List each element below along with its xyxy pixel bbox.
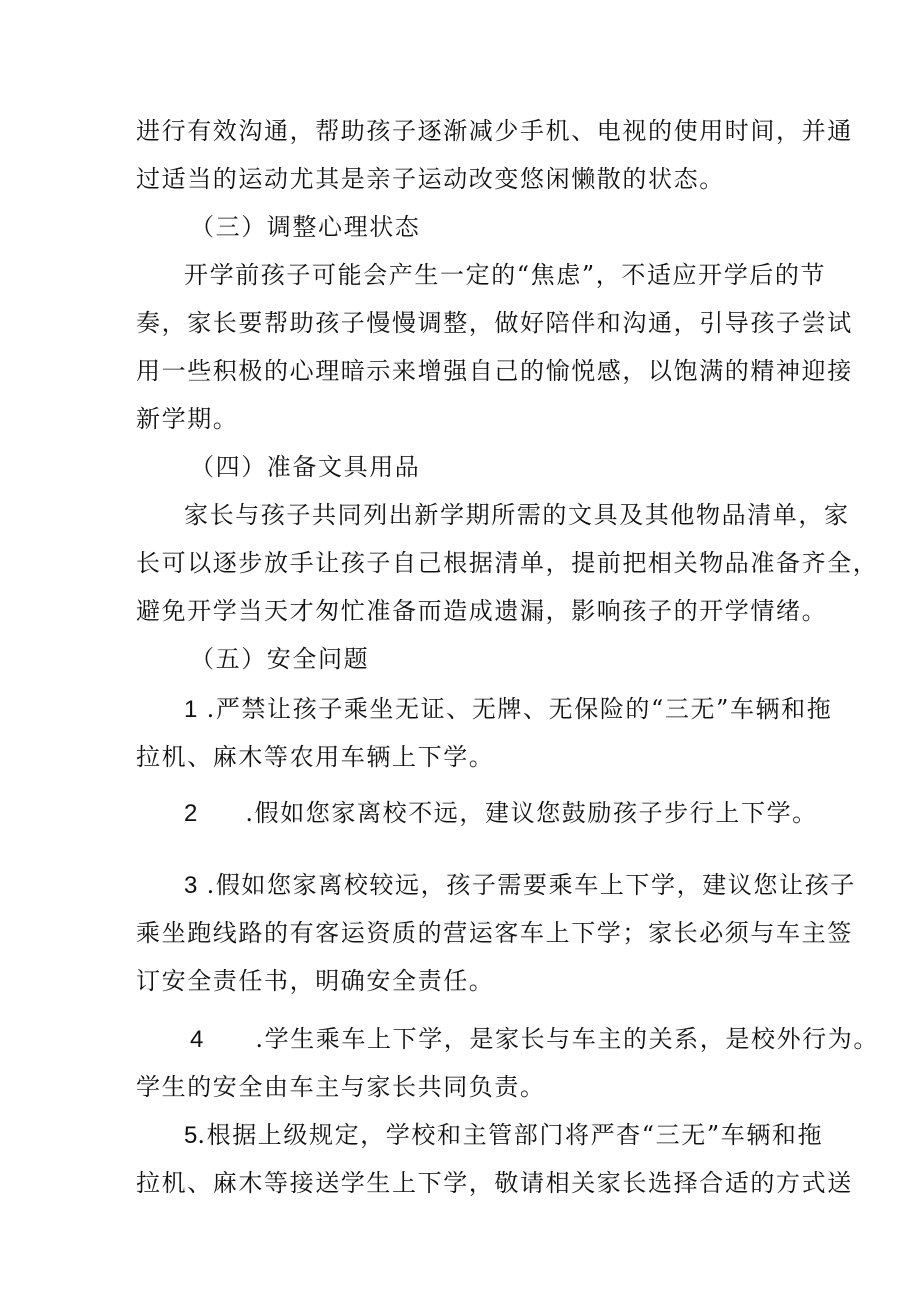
list-item-number: 3 (184, 872, 198, 899)
paragraph-line: 学生的安全由车主与家长共同负责。 (136, 1073, 546, 1101)
paragraph-line: 奏，家长要帮助孩子慢慢调整，做好陪伴和沟通，引导孩子尝试 (136, 309, 853, 337)
paragraph-line: 用一些积极的心理暗示来增强自己的愉悦感，以饱满的精神迎接 (136, 357, 853, 385)
list-item-text: .假如您家离校不远，建议您鼓励孩子步行上下学。 (245, 799, 818, 827)
list-item-3 (184, 870, 856, 901)
paragraph-line: 开学前孩子可能会产生一定的“焦虑”，不适应开学后的节 (184, 261, 827, 289)
paragraph-line: 拉机、麻木等接送学生上下学，敬请相关家长选择合适的方式送 (136, 1169, 853, 1197)
paragraph-line: 进行有效沟通，帮助孩子逐渐减少手机、电视的使用时间，并通 (136, 117, 853, 145)
section-heading-4: （四）准备文具用品 (190, 453, 421, 481)
paragraph-line: 新学期。 (136, 405, 239, 433)
list-item-2 (184, 798, 818, 829)
list-item-1 (184, 694, 832, 725)
section-heading-5: （五）安全问题 (190, 645, 370, 673)
list-item-4 (190, 1024, 879, 1055)
paragraph-line: 拉机、麻木等农用车辆上下学。 (136, 743, 495, 771)
paragraph-line: 避免开学当天才匆忙准备而造成遗漏，影响孩子的开学情绪。 (136, 597, 828, 625)
section-heading-3: （三）调整心理状态 (190, 213, 421, 241)
paragraph-line: 过适当的运动尤其是亲子运动改变悠闲懒散的状态。 (136, 165, 725, 193)
list-item-text: .根据上级规定，学校和主管部门将严杳“三无”车辆和拖 (197, 1121, 824, 1149)
list-item-5 (184, 1120, 823, 1151)
paragraph-line: 长可以逐步放手让孩子自己根据清单，提前把相关物品准备齐全， (136, 549, 879, 577)
paragraph-line: 订安全责任书，明确安全责任。 (136, 967, 495, 995)
list-item-number: 5 (184, 1122, 198, 1149)
list-item-text: .严禁让孩子乘坐无证、无牌、无保险的“三无”车辆和拖 (206, 695, 833, 723)
list-item-text: .假如您家离校较远，孩子需要乘车上下学，建议您让孩子 (206, 871, 856, 899)
paragraph-line: 家长与孩子共同列出新学期所需的文具及其他物品清单，家 (184, 501, 850, 529)
list-item-number: 1 (184, 696, 198, 723)
list-item-text: .学生乘车上下学，是家长与车主的关系，是校外行为。 (255, 1025, 879, 1053)
list-item-number: 2 (184, 800, 198, 827)
paragraph-line: 乘坐跑线路的有客运资质的营运客车上下学；家长必须与车主签 (136, 919, 853, 947)
list-item-number: 4 (190, 1026, 204, 1053)
